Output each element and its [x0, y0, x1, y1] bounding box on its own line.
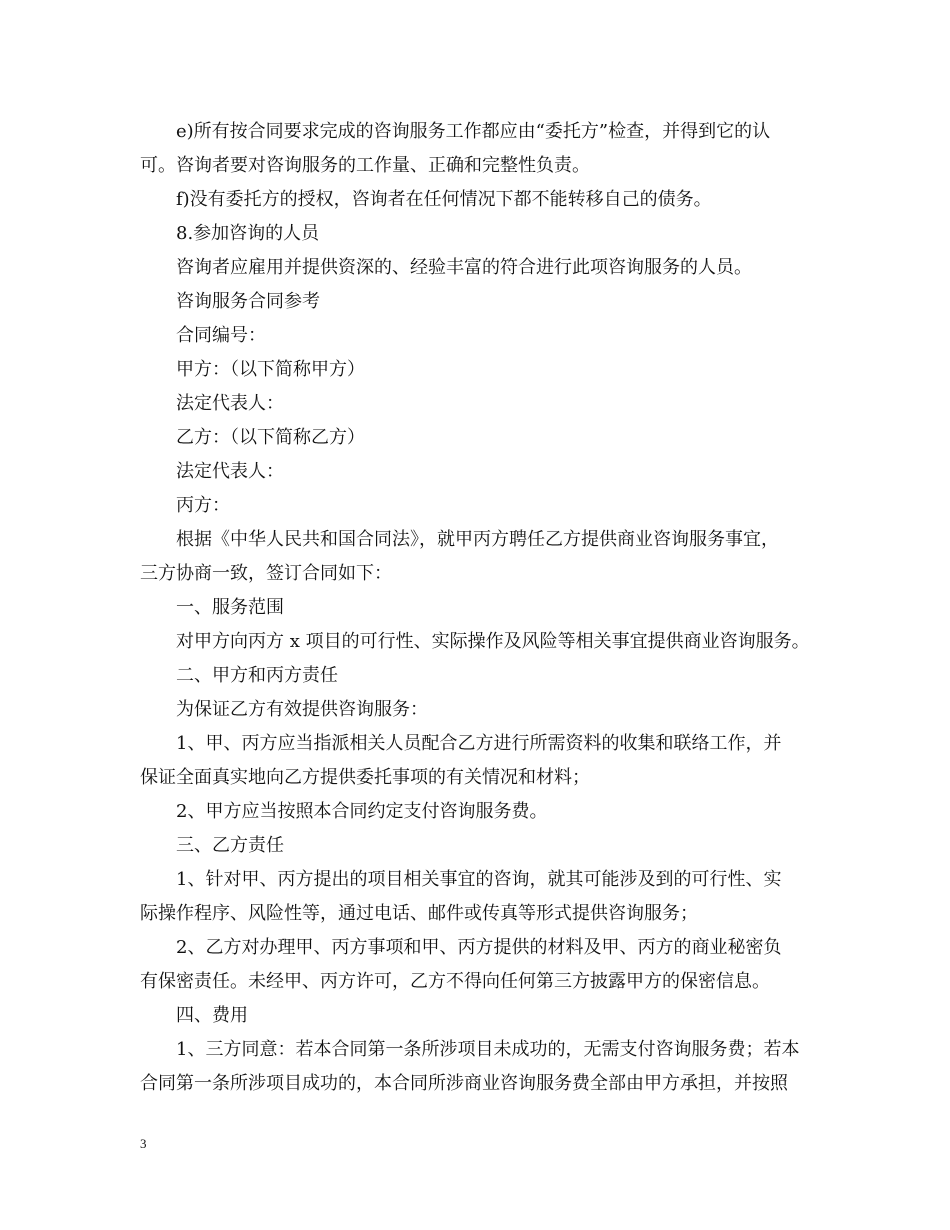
- paragraph-line: 为保证乙方有效提供咨询服务：: [176, 699, 428, 720]
- paragraph-line: 一、服务范围: [176, 597, 284, 618]
- paragraph-line: 三方协商一致，签订合同如下：: [140, 563, 392, 584]
- paragraph-line: 对甲方向丙方 x 项目的可行性、实际操作及风险等相关事宜提供商业咨询服务。: [176, 631, 810, 652]
- paragraph-line: 合同编号：: [176, 325, 266, 346]
- paragraph-line: 可。咨询者要对咨询服务的工作量、正确和完整性负责。: [140, 155, 590, 176]
- paragraph-line: 二、甲方和丙方责任: [176, 665, 338, 686]
- paragraph-line: 1、三方同意：若本合同第一条所涉项目未成功的，无需支付咨询服务费；若本: [176, 1039, 800, 1060]
- paragraph-line: 1、甲、丙方应当指派相关人员配合乙方进行所需资料的收集和联络工作，并: [176, 733, 782, 754]
- document-body: [140, 115, 830, 1101]
- paragraph-line: 际操作程序、风险性等，通过电话、邮件或传真等形式提供咨询服务；: [140, 903, 698, 924]
- paragraph-line: 四、费用: [176, 1005, 248, 1026]
- paragraph-line: 法定代表人：: [176, 393, 284, 414]
- paragraph-line: 咨询者应雇用并提供资深的、经验丰富的符合进行此项咨询服务的人员。: [176, 257, 752, 278]
- paragraph-line: 保证全面真实地向乙方提供委托事项的有关情况和材料；: [140, 767, 590, 788]
- paragraph-line: 2、乙方对办理甲、丙方事项和甲、丙方提供的材料及甲、丙方的商业秘密负: [176, 937, 782, 958]
- paragraph-line: 三、乙方责任: [176, 835, 284, 856]
- paragraph-line: 1、针对甲、丙方提出的项目相关事宜的咨询，就其可能涉及到的可行性、实: [176, 869, 782, 890]
- paragraph-line: 甲方：（以下简称甲方）: [176, 359, 365, 380]
- page-number: 3: [140, 1136, 147, 1151]
- paragraph-line: f)没有委托方的授权，咨询者在任何情况下都不能转移自己的债务。: [176, 189, 712, 210]
- paragraph-line: e)所有按合同要求完成的咨询服务工作都应由“委托方”检查，并得到它的认: [176, 121, 771, 142]
- paragraph-line: 法定代表人：: [176, 461, 284, 482]
- paragraph-line: 2、甲方应当按照本合同约定支付咨询服务费。: [176, 801, 548, 822]
- paragraph-line: 乙方：（以下简称乙方）: [176, 427, 365, 448]
- paragraph-line: 合同第一条所涉项目成功的，本合同所涉商业咨询服务费全部由甲方承担，并按照: [140, 1073, 788, 1094]
- paragraph-line: 根据《中华人民共和国合同法》，就甲丙方聘任乙方提供商业咨询服务事宜，: [176, 529, 779, 550]
- paragraph-line: 8.参加咨询的人员: [176, 223, 320, 244]
- paragraph-line: 咨询服务合同参考: [176, 291, 320, 312]
- paragraph-line: 有保密责任。未经甲、丙方许可，乙方不得向任何第三方披露甲方的保密信息。: [140, 971, 770, 992]
- paragraph-line: 丙方：: [176, 495, 230, 516]
